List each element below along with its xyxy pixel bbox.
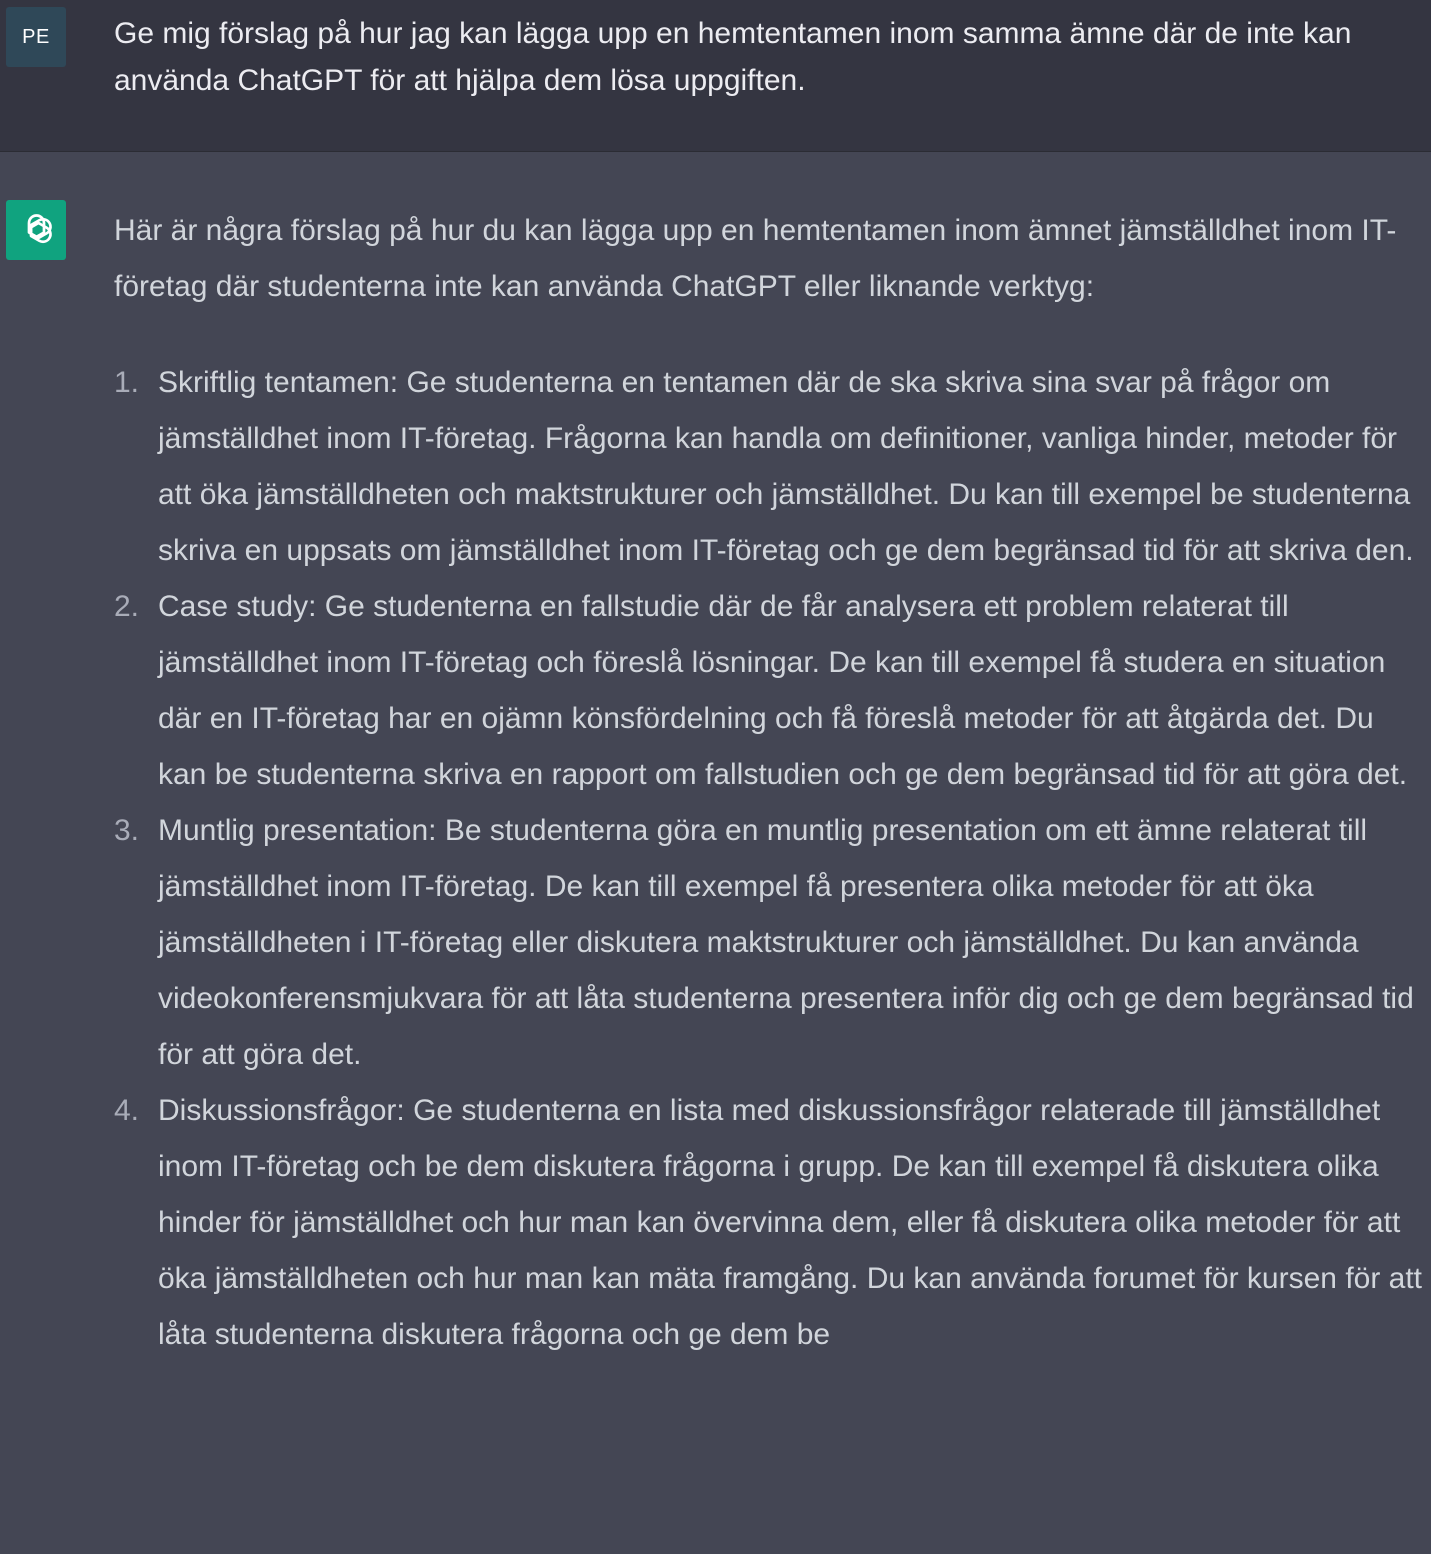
assistant-message-row [0, 153, 1431, 1554]
list-item [114, 803, 1424, 1083]
suggestion-list [114, 355, 1424, 1363]
list-item-text: Diskussionsfrågor: Ge studenterna en lista med diskussionsfrågor relaterade till jämställdhet inom IT-företag och be dem diskutera frågorna i grupp. De kan till exempel få diskutera olika hinder för jämställdhet och hur man kan övervinna dem, eller få diskutera olika metoder för att öka jämställdheten och hur man kan mäta framgång. Du kan använda forumet för kursen för att låta studenterna diskutera frågorna och ge dem be [158, 1094, 1423, 1351]
list-item [114, 355, 1424, 579]
list-item-text: Skriftlig tentamen: Ge studenterna en tentamen där de ska skriva sina svar på frågor om jämställdhet inom IT-företag. Frågorna kan handla om definitioner, vanliga hinder, metoder för att öka jämställdheten och maktstrukturer och jämställdhet. Du kan till exempel be studenterna skriva en uppsats om jämställdhet inom IT-företag och ge dem begränsad tid för att skriva den. [158, 366, 1414, 567]
assistant-avatar [6, 200, 66, 260]
list-item [114, 579, 1424, 803]
assistant-intro-text: Här är några förslag på hur du kan lägga upp en hemtentamen inom ämnet jämställdhet inom IT-företag där studenterna inte kan använda ChatGPT eller liknande verktyg: [114, 214, 1397, 303]
list-item-number: 3. [114, 814, 140, 847]
user-message-row [0, 0, 1431, 152]
list-item-text: Case study: Ge studenterna en fallstudie där de får analysera ett problem relaterat till jämställdhet inom IT-företag och föreslå lösningar. De kan till exempel få studera en situation där en IT-företag har en ojämn könsfördelning och få föreslå metoder för att åtgärda det. Du kan be studenterna skriva en rapport om fallstudien och ge dem begränsad tid för att göra det. [158, 590, 1408, 791]
list-item-text: Muntlig presentation: Be studenterna göra en muntlig presentation om ett ämne relaterat till jämställdhet inom IT-företag. De kan till exempel få presentera olika metoder för att öka jämställdheten i IT-företag eller diskutera maktstrukturer och jämställdhet. Du kan använda videokonferensmjukvara för att låta studenterna presentera inför dig och ge dem begränsad tid för att göra det. [158, 814, 1414, 1071]
list-item [114, 1083, 1424, 1363]
openai-logo-icon [16, 210, 57, 251]
list-item-number: 1. [114, 366, 140, 399]
user-avatar: PE [6, 7, 66, 67]
assistant-message-body [114, 203, 1424, 1363]
list-item-number: 2. [114, 590, 140, 623]
user-message-text: Ge mig förslag på hur jag kan lägga upp en hemtentamen inom samma ämne där de inte kan använda ChatGPT för att hjälpa dem lösa uppgiften. [114, 17, 1352, 97]
list-item-number: 4. [114, 1094, 140, 1127]
